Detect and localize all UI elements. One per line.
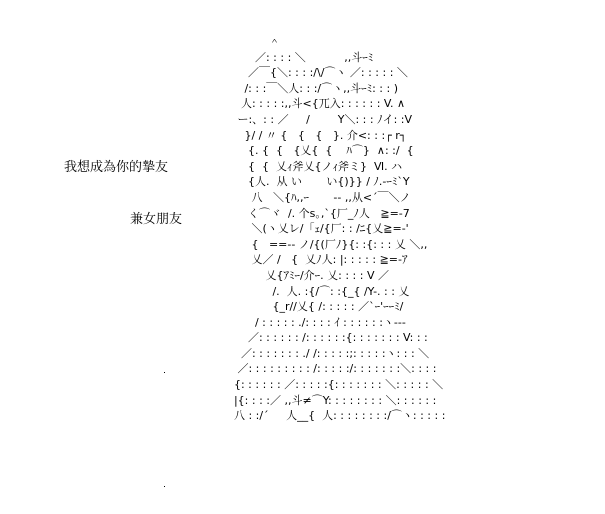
ascii-art-line: ／: : : : ＼ ,,斗ｰﾐ [213, 50, 374, 64]
ascii-art-line: ＾ [213, 35, 280, 48]
ascii-art-line: 乂／ / { 乂ﾉ人: |: : : : : ≧=-ｱ [213, 253, 408, 267]
ascii-art-line: |{: : : :／ ,,斗≠⌒Y: : : : : : : : ＼: : : : : : [213, 393, 437, 407]
caption-line-1: 我想成為你的摯友 [64, 160, 169, 175]
ascii-art-line: {. { { {乂{ { ﾊ⌒} ∧: :/ { [213, 144, 414, 158]
ascii-art-line: }/ / 〃 { { { }. 介<: : :┌ r┐ [213, 128, 407, 142]
ascii-art-line: 八 ＼{ﾊ,,ｰ ‐‐ ,,从<´￣＼ノ [213, 190, 411, 204]
ascii-art-line: {_r//乂{ /: : : : : ／`ｰ'ｰｰﾐ/ [213, 300, 404, 314]
ascii-art-line: ＼(ヽ乂レ/「ｪ/{厂: : /ﾆ{乂≧=-' [213, 222, 409, 236]
ascii-art-line: { ==-- ノ/{(厂ﾉ}{: :{: : : 乂 ＼,, [213, 237, 428, 251]
caption-line-2: 兼女朋友 [130, 212, 183, 227]
ascii-art-line: ー:、: : ／ / Y＼: : : ﾉイ: :V [213, 112, 413, 126]
ascii-art-line: ／: : : : : : : : : /: : : : :/: : : : : : :＼: : : : [213, 362, 437, 376]
ascii-art-line: /: : :￣＼人: : :/⌒ヽ,,斗ｰﾐ: : : ) [213, 81, 398, 95]
ascii-art-line: 乂{ｱﾐｰ/介ｰ. 乂: : : : V ／ [213, 268, 389, 282]
ascii-art-line: / : : : : : ./: : : : ｲ : : : : : :ヽ--‐ [213, 315, 406, 329]
stray-dot [164, 486, 165, 487]
stray-dot [164, 372, 165, 373]
ascii-art-line: く⌒ヾ /. 个s｡,`{厂_ﾉ人 ≧=-7 [213, 206, 410, 220]
ascii-art-line: 八 : :/´ 人__{ 人: : : : : : : :/⌒ヽ: : : : : [213, 409, 446, 423]
ascii-art-line: {人. 从 い い{)}} / ﾉ.-ｰﾐ`Y [213, 175, 410, 189]
ascii-art-line: ／: : : : : : /: : : : : :{: : : : : : : V: : : [213, 331, 428, 345]
ascii-art-line: ／￣{＼: : : :/\/⌒ヽ ／: : : : : ＼ [213, 66, 408, 80]
ascii-art-line: {: : : : : : ／: : : : :{: : : : : : : ＼: : : : : ＼ [213, 378, 444, 392]
ascii-art-line: { { 乂ｨ斧乂{ノｨ斧ミ} Ⅵ. ハ [213, 159, 403, 173]
ascii-art-line: ／: : : : : : : ./ /: : : : :;: : : : :ヽ: : : ＼ [213, 346, 430, 360]
ascii-art-line: 人: : : : :,,斗<{兀入: : : : : : V. ∧ [213, 97, 406, 111]
ascii-art-character [213, 34, 593, 506]
ascii-art-line: /. 人. :{/⌒: :{_{ /Y-. : : 乂 [213, 284, 410, 298]
